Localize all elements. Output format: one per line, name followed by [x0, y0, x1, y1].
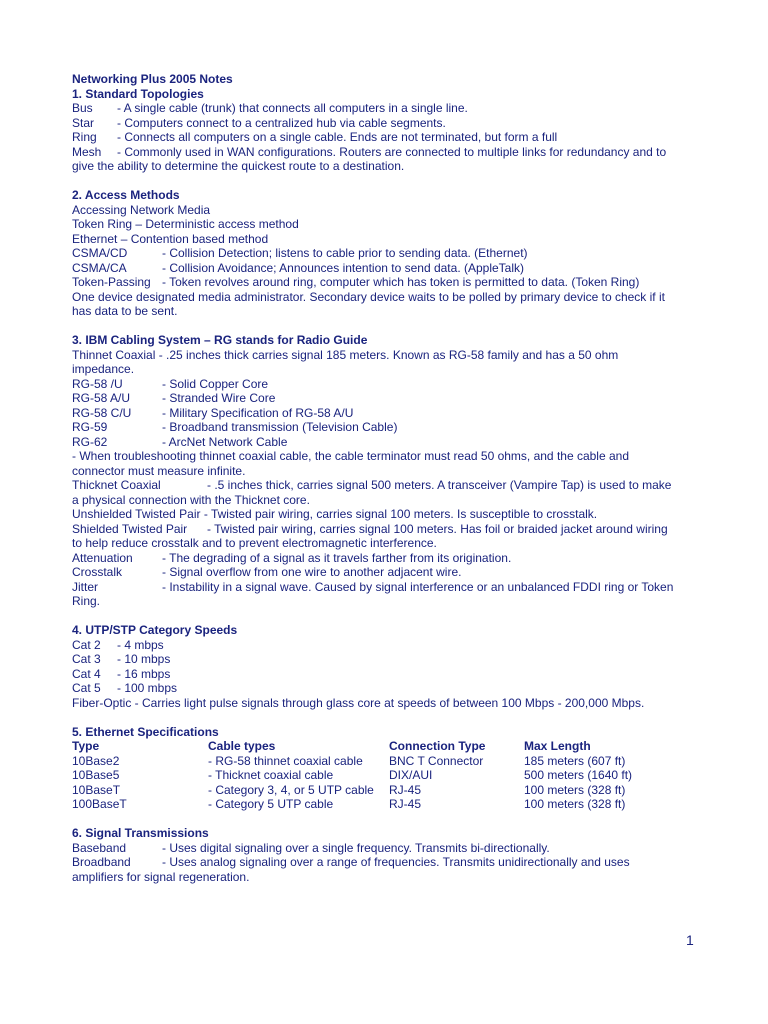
page-number: 1: [686, 932, 694, 948]
term: Bus: [72, 101, 93, 115]
cat-item: [72, 638, 697, 653]
rg-item: [72, 391, 697, 406]
table-cell: 100BaseT: [72, 797, 127, 811]
text-line: Unshielded Twisted Pair - Twisted pair wiring, carries signal 100 meters. Is susceptible to crosstalk.: [72, 507, 598, 521]
table-cell: 10BaseT: [72, 782, 121, 797]
term: Shielded Twisted Pair: [72, 521, 188, 536]
topology-ring: [72, 130, 697, 145]
definition: - .5 inches thick, carries signal 500 meters. A transceiver (Vampire Tap) is used to make: [207, 478, 672, 492]
term: Cat 3: [72, 652, 101, 666]
text-line: to help reduce crosstalk and to prevent electromagnetic interference.: [72, 536, 437, 550]
access-csma-cd: [72, 246, 697, 261]
table-cell: 10Base5: [72, 768, 120, 782]
cat-item: [72, 667, 697, 682]
text-line: a physical connection with the Thicknet core.: [72, 492, 310, 507]
definition: - Military Specification of RG-58 A/U: [162, 405, 354, 420]
term: Broadband: [72, 855, 131, 869]
term: RG-59: [72, 420, 108, 434]
table-cell: - Category 3, 4, or 5 UTP cable: [208, 782, 374, 797]
definition: - Connects all computers on a single cable. Ends are not terminated, but form a full: [117, 130, 558, 144]
text-line: Ring.: [72, 594, 101, 608]
text-line: Fiber-Optic - Carries light pulse signals through glass core at speeds of between 100 Mbps - 200,000 Mbps.: [72, 695, 645, 710]
definition: - 100 mbps: [117, 681, 178, 695]
topology-bus: [72, 101, 697, 116]
column-header: Cable types: [208, 739, 276, 753]
text-line: - When troubleshooting thinnet coaxial cable, the cable terminator must read 50 ohms, and the cable and: [72, 449, 629, 463]
text-line: One device designated media administrator. Secondary device waits to be polled by primary device to check if it: [72, 289, 665, 304]
misc-item: [72, 565, 697, 580]
definition: - Commonly used in WAN configurations. Routers are connected to multiple links for redundancy and to: [117, 144, 667, 159]
term: Cat 5: [72, 681, 101, 695]
term: Attenuation: [72, 550, 133, 565]
definition: - Uses analog signaling over a range of frequencies. Transmits unidirectionally and uses: [162, 855, 630, 869]
page-title: Networking Plus 2005 Notes: [72, 72, 233, 86]
table-row: [72, 783, 697, 798]
column-header: Max Length: [524, 739, 591, 753]
mesh-continuation: give the ability to determine the quickest route to a destination.: [72, 159, 405, 173]
text-line: Token Ring – Deterministic access method: [72, 217, 299, 231]
definition: - Solid Copper Core: [162, 376, 269, 391]
section-heading-category-speeds: 4. UTP/STP Category Speeds: [72, 623, 238, 637]
cat-item: [72, 652, 697, 667]
definition: - Collision Avoidance; Announces intention to send data. (AppleTalk): [162, 260, 525, 275]
definition: - 10 mbps: [117, 652, 171, 666]
misc-item: [72, 551, 697, 566]
term: Thicknet Coaxial: [72, 478, 161, 492]
term: Crosstalk: [72, 565, 123, 579]
thicknet-item: [72, 478, 697, 493]
term: Baseband: [72, 840, 127, 855]
table-cell: 10Base2: [72, 753, 120, 768]
definition: - Broadband transmission (Television Cable): [162, 420, 398, 434]
table-row: [72, 797, 697, 812]
misc-item: [72, 580, 697, 595]
definition: - Stranded Wire Core: [162, 391, 276, 405]
term: Jitter: [72, 579, 99, 594]
definition: - Signal overflow from one wire to another adjacent wire.: [162, 565, 462, 579]
table-row: [72, 768, 697, 783]
text-line: Thinnet Coaxial - .25 inches thick carries signal 185 meters. Known as RG-58 family and has a 50 ohm: [72, 347, 619, 362]
rg-item: [72, 377, 697, 392]
section-heading-access-methods: 2. Access Methods: [72, 188, 180, 202]
signal-baseband: [72, 841, 697, 856]
table-cell: DIX/AUI: [389, 768, 433, 782]
table-cell: BNC T Connector: [389, 753, 484, 768]
section-heading-ethernet-specs: 5. Ethernet Specifications: [72, 724, 219, 739]
table-cell: 500 meters (1640 ft): [524, 768, 633, 782]
definition: - Instability in a signal wave. Caused by signal interference or an unbalanced FDDI ring or Token: [162, 579, 674, 594]
rg-item: [72, 435, 697, 450]
text-line: Accessing Network Media: [72, 202, 211, 217]
term: Token-Passing: [72, 275, 151, 289]
cat-item: [72, 681, 697, 696]
section-heading-signal-transmissions: 6. Signal Transmissions: [72, 826, 209, 840]
text-line: Ethernet – Contention based method: [72, 231, 269, 246]
term: RG-58 C/U: [72, 405, 132, 420]
rg-item: [72, 406, 697, 421]
term: Ring: [72, 130, 97, 144]
definition: - ArcNet Network Cable: [162, 434, 288, 449]
section-heading-topologies: 1. Standard Topologies: [72, 86, 204, 101]
text-line: impedance.: [72, 362, 135, 376]
column-header: Type: [72, 739, 100, 753]
definition: - Collision Detection; listens to cable prior to sending data. (Ethernet): [162, 246, 528, 260]
rg-item: [72, 420, 697, 435]
table-cell: RJ-45: [389, 797, 422, 811]
topology-mesh: [72, 145, 697, 160]
table-cell: - Category 5 UTP cable: [208, 797, 334, 811]
definition: - 16 mbps: [117, 666, 171, 681]
term: CSMA/CA: [72, 260, 127, 275]
table-cell: 100 meters (328 ft): [524, 782, 626, 797]
column-header: Connection Type: [389, 739, 486, 753]
table-cell: - RG-58 thinnet coaxial cable: [208, 753, 363, 768]
section-heading-ibm-cabling: 3. IBM Cabling System – RG stands for Radio Guide: [72, 333, 368, 347]
definition: - Twisted pair wiring, carries signal 100 meters. Has foil or braided jacket around wiring: [207, 521, 668, 536]
definition: - Uses digital signaling over a single frequency. Transmits bi-directionally.: [162, 840, 550, 855]
text-line: has data to be sent.: [72, 304, 178, 318]
text-line: connector must measure infinite.: [72, 463, 246, 478]
access-csma-ca: [72, 261, 697, 276]
table-cell: - Thicknet coaxial cable: [208, 768, 334, 782]
topology-star: [72, 116, 697, 131]
table-cell: 100 meters (328 ft): [524, 797, 626, 811]
definition: - The degrading of a signal as it travels farther from its origination.: [162, 550, 512, 565]
definition: - Computers connect to a centralized hub via cable segments.: [117, 115, 446, 130]
term: Mesh: [72, 144, 102, 159]
term: RG-58 A/U: [72, 391, 131, 405]
term: RG-58 /U: [72, 376, 123, 391]
stp-item: [72, 522, 697, 537]
table-cell: 185 meters (607 ft): [524, 753, 626, 768]
ethernet-spec-table: [72, 739, 697, 812]
table-row: [72, 754, 697, 769]
table-header-row: [72, 739, 697, 754]
definition: - Token revolves around ring, computer which has token is permitted to data. (Token Ring): [162, 275, 640, 289]
text-line: amplifiers for signal regeneration.: [72, 869, 250, 884]
access-token-passing: [72, 275, 697, 290]
definition: - 4 mbps: [117, 637, 164, 652]
document-body: [72, 72, 697, 884]
signal-broadband: [72, 855, 697, 870]
term: CSMA/CD: [72, 246, 128, 260]
term: Cat 2: [72, 637, 101, 652]
term: Cat 4: [72, 666, 101, 681]
table-cell: RJ-45: [389, 782, 422, 797]
definition: - A single cable (trunk) that connects all computers in a single line.: [117, 101, 468, 115]
term: RG-62: [72, 434, 108, 449]
term: Star: [72, 115, 95, 130]
